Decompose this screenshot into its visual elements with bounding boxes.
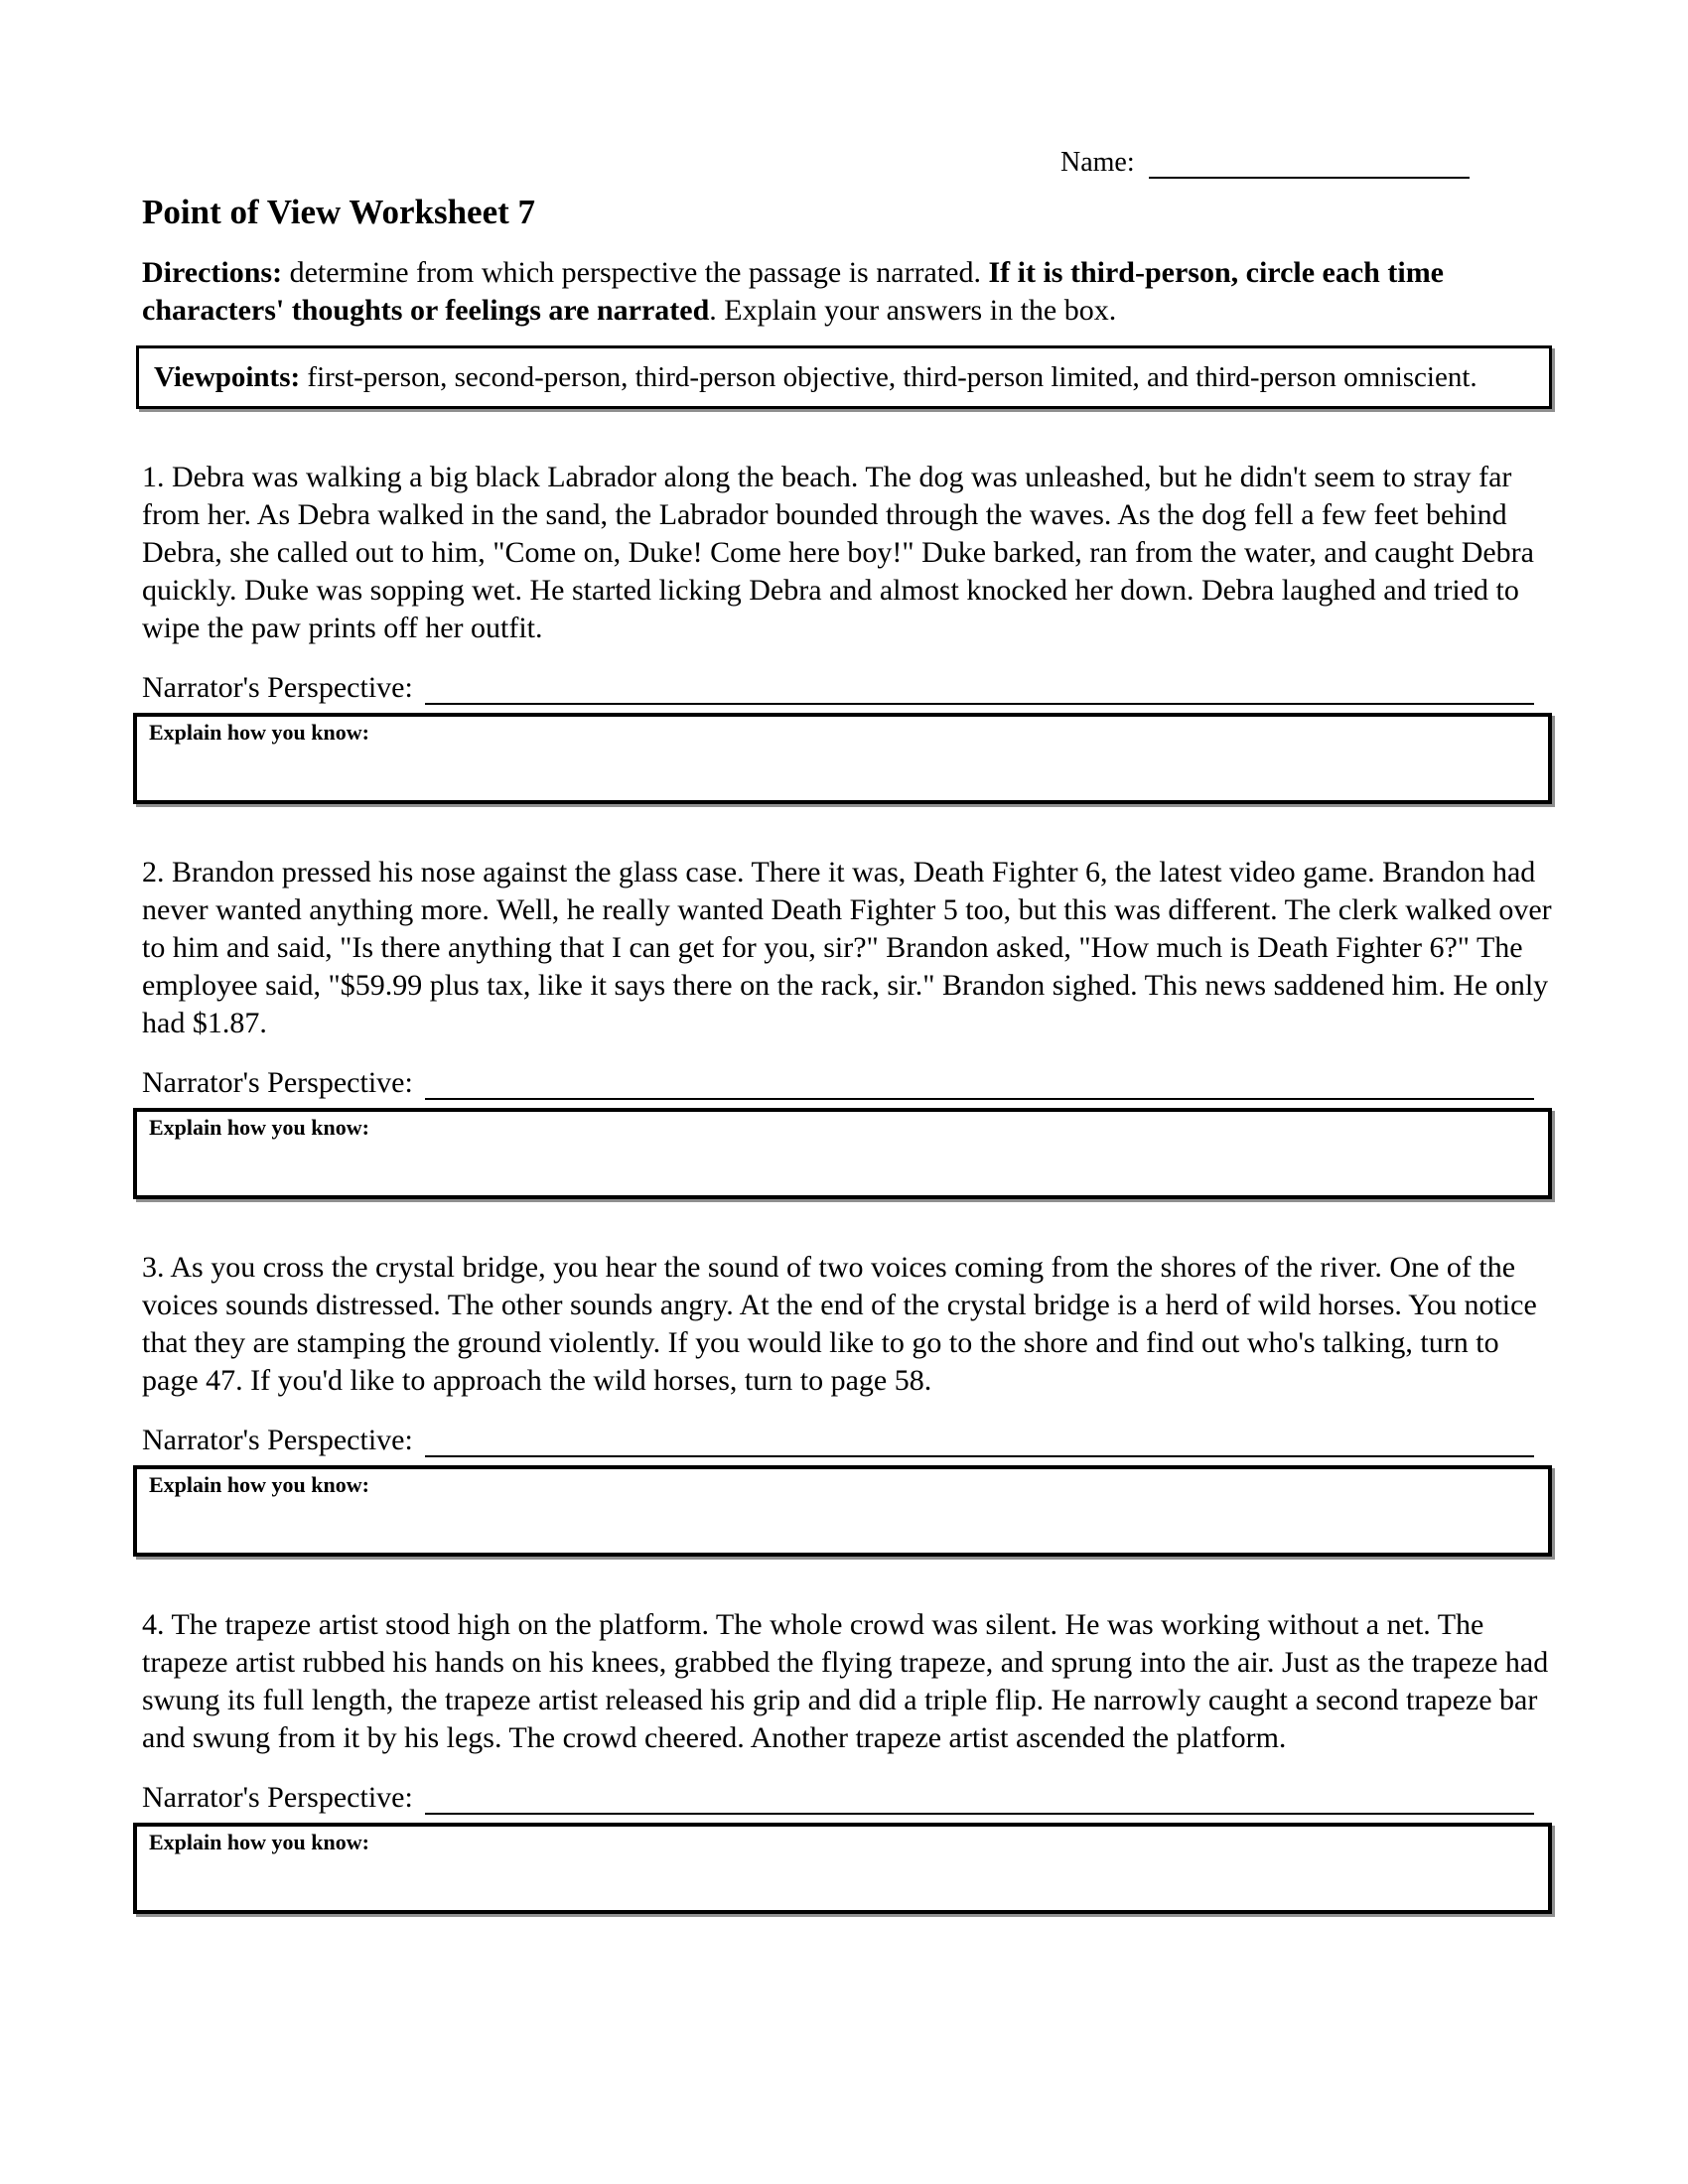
directions: [142, 254, 1552, 330]
perspective-label: Narrator's Perspective:: [142, 1424, 413, 1456]
narrator-perspective-row: [142, 1066, 1552, 1100]
passage-text: [142, 1249, 1552, 1400]
perspective-blank[interactable]: [425, 675, 1534, 705]
explain-label: Explain how you know:: [149, 720, 369, 745]
perspective-blank[interactable]: [425, 1428, 1534, 1457]
narrator-perspective-row: [142, 1781, 1552, 1815]
explain-box[interactable]: [133, 1465, 1552, 1557]
narrator-perspective-row: [142, 1424, 1552, 1457]
explain-box[interactable]: [133, 1108, 1552, 1199]
explain-label: Explain how you know:: [149, 1830, 369, 1854]
passage-text: [142, 854, 1552, 1042]
explain-label: Explain how you know:: [149, 1472, 369, 1497]
perspective-label: Narrator's Perspective:: [142, 1066, 413, 1099]
passage-text: [142, 1606, 1552, 1757]
question-2: [142, 854, 1552, 1199]
name-blank[interactable]: [1149, 151, 1470, 179]
explain-label: Explain how you know:: [149, 1115, 369, 1140]
directions-text-bold: If it is third-person, circle each time characters' thoughts or feelings are narrated: [142, 256, 1444, 327]
passage-body: Brandon pressed his nose against the glass case. There it was, Death Fighter 6, the latest video game. Brandon had never wanted anything more. Well, he really wanted Death Fighter 5 too, but this was different. The clerk walked over to him and said, "Is there anything that I can get for you, sir?" Brandon asked, "How much is Death Fighter 6?" The employee said, "$59.99 plus tax, like it says there on the rack, sir." Brandon sighed. This news saddened him. He only had $1.87.: [142, 856, 1552, 1039]
explain-box[interactable]: [133, 1823, 1552, 1914]
perspective-blank[interactable]: [425, 1785, 1534, 1815]
passage-body: As you cross the crystal bridge, you hear the sound of two voices coming from the shores of the river. One of the voices sounds distressed. The other sounds angry. At the end of the crystal bridge is a herd of wild horses. You notice that they are stamping the ground violently. If you would like to go to the shore and find out who's talking, turn to page 47. If you'd like to approach the wild horses, turn to page 58.: [142, 1251, 1537, 1397]
name-label: Name:: [1060, 147, 1135, 178]
question-number: 3.: [142, 1251, 165, 1284]
question-number: 2.: [142, 856, 165, 888]
question-number: 4.: [142, 1608, 165, 1641]
question-4: [142, 1606, 1552, 1914]
perspective-label: Narrator's Perspective:: [142, 1781, 413, 1814]
viewpoints-text: first-person, second-person, third-person objective, third-person limited, and third-person omniscient.: [300, 361, 1477, 393]
question-number: 1.: [142, 461, 165, 493]
page-title: Point of View Worksheet 7: [142, 193, 536, 231]
viewpoints-label: Viewpoints:: [154, 361, 301, 393]
directions-text-1: determine from which perspective the passage is narrated.: [282, 256, 989, 289]
perspective-blank[interactable]: [425, 1070, 1534, 1100]
passage-text: [142, 459, 1552, 647]
narrator-perspective-row: [142, 671, 1552, 705]
perspective-label: Narrator's Perspective:: [142, 671, 413, 704]
directions-text-2: . Explain your answers in the box.: [709, 294, 1117, 327]
name-row: [1060, 147, 1552, 179]
passage-body: The trapeze artist stood high on the platform. The whole crowd was silent. He was working without a net. The trapeze artist rubbed his hands on his knees, grabbed the flying trapeze, and sprung into the air. Just as the trapeze had swung its full length, the trapeze artist released his grip and did a triple flip. He narrowly caught a second trapeze bar and swung from it by his legs. The crowd cheered. Another trapeze artist ascended the platform.: [142, 1608, 1549, 1754]
viewpoints-box: [136, 345, 1552, 409]
question-3: [142, 1249, 1552, 1557]
question-1: [142, 459, 1552, 804]
explain-box[interactable]: [133, 713, 1552, 804]
passage-body: Debra was walking a big black Labrador along the beach. The dog was unleashed, but he didn't seem to stray far from her. As Debra walked in the sand, the Labrador bounded through the waves. As the dog fell a few feet behind Debra, she called out to him, "Come on, Duke! Come here boy!" Duke barked, ran from the water, and caught Debra quickly. Duke was sopping wet. He started licking Debra and almost knocked her down. Debra laughed and tried to wipe the paw prints off her outfit.: [142, 461, 1534, 644]
directions-label: Directions:: [142, 256, 283, 289]
